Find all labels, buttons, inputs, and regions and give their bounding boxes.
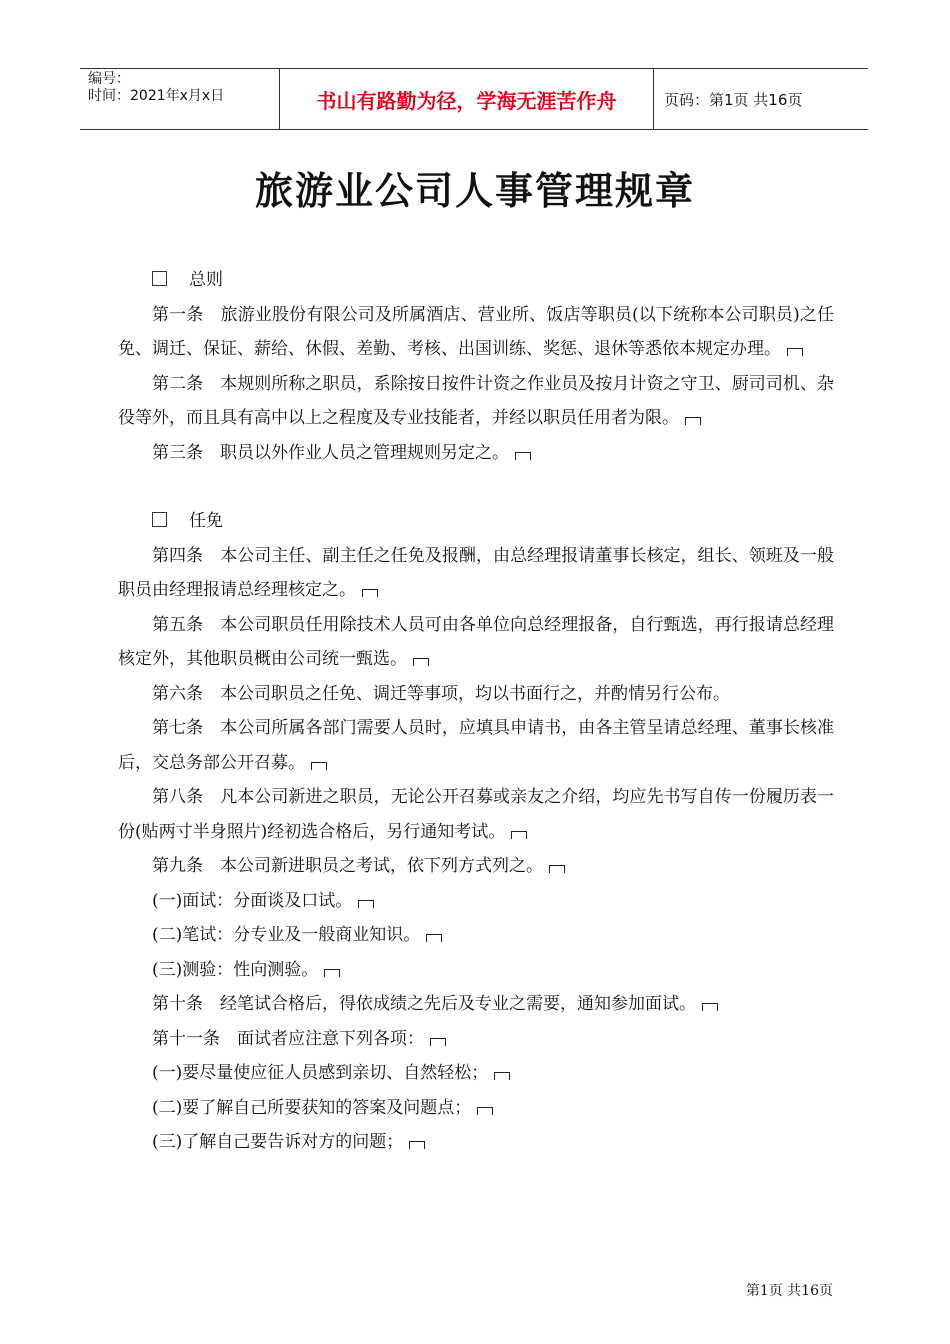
list-item: (一)要尽量使应征人员感到亲切、自然轻松；	[118, 1056, 834, 1091]
article-paragraph: 第九条 本公司新进职员之考试，依下列方式列之。	[118, 849, 834, 884]
paragraph-mark-icon	[311, 762, 327, 770]
header-meta	[80, 69, 280, 129]
header-date: 时间：2021年x月x日	[88, 88, 225, 104]
article-paragraph: 第一条 旅游业股份有限公司及所属酒店、营业所、饭店等职员(以下统称本公司职员)之任免、调迁、保证、薪给、休假、差勤、考核、出国训练、奖惩、退休等悉依本规定办理。	[118, 304, 834, 359]
paragraph-mark-icon	[511, 831, 527, 839]
article-paragraph: 第八条 凡本公司新进之职员，无论公开召募或亲友之介绍，均应先书写自传一份履历表一份(贴两寸半身照片)经初选合格后，另行通知考试。	[118, 787, 834, 842]
article-paragraph: 第六条 本公司职员之任免、调迁等事项，均以书面行之，并酌情另行公布。	[152, 683, 730, 704]
paragraph-mark-icon	[494, 1072, 510, 1080]
paragraph-mark-icon	[413, 658, 429, 666]
document-title: 旅游业公司人事管理规章	[254, 169, 695, 213]
article-paragraph: 第十一条 面试者应注意下列各项：	[118, 1022, 834, 1057]
list-item: (三)了解自己要告诉对方的问题；	[118, 1125, 834, 1160]
list-item: (一)面试：分面谈及口试。	[118, 884, 834, 919]
checkbox-icon	[152, 271, 167, 286]
paragraph-mark-icon	[358, 900, 374, 908]
paragraph-mark-icon	[426, 934, 442, 942]
paragraph-mark-icon	[787, 348, 803, 356]
section-heading: 任免	[118, 504, 834, 539]
article-paragraph: 第四条 本公司主任、副主任之任免及报酬，由总经理报请董事长核定，组长、领班及一般职员由经理报请总经理核定之。	[118, 545, 834, 600]
document-body	[118, 263, 834, 1160]
list-item: (三)测验：性向测验。	[118, 953, 834, 988]
paragraph-mark-icon	[324, 969, 340, 977]
paragraph-mark-icon	[409, 1141, 425, 1149]
paragraph-mark-icon	[549, 865, 565, 873]
page-footer: 第1页 共16页	[745, 1283, 833, 1299]
header-number-label: 编号：	[88, 71, 130, 87]
header-page-info: 页码：第1页 共16页	[664, 90, 803, 109]
header-motto: 书山有路勤为径，学海无涯苦作舟	[280, 69, 654, 129]
page-header	[80, 68, 868, 130]
section-spacer	[118, 470, 834, 504]
list-item: (二)要了解自己所要获知的答案及问题点；	[118, 1091, 834, 1126]
article-paragraph: 第五条 本公司职员任用除技术人员可由各单位向总经理报备，自行甄选，再行报请总经理核定外，其他职员概由公司统一甄选。	[118, 614, 834, 669]
paragraph-mark-icon	[515, 452, 531, 460]
list-item: (二)笔试：分专业及一般商业知识。	[118, 918, 834, 953]
paragraph-mark-icon	[702, 1003, 718, 1011]
section-heading: 总则	[118, 263, 834, 298]
article-paragraph: 第七条 本公司所属各部门需要人员时，应填具申请书，由各主管呈请总经理、董事长核准后，交总务部公开召募。	[118, 718, 834, 773]
paragraph-mark-icon	[362, 589, 378, 597]
checkbox-icon	[152, 512, 167, 527]
paragraph-mark-icon	[685, 417, 701, 425]
article-paragraph: 第十条 经笔试合格后，得依成绩之先后及专业之需要，通知参加面试。	[118, 987, 834, 1022]
article-paragraph: 第三条 职员以外作业人员之管理规则另定之。	[118, 436, 834, 471]
paragraph-mark-icon	[477, 1107, 493, 1115]
paragraph-mark-icon	[430, 1038, 446, 1046]
article-paragraph: 第二条 本规则所称之职员，系除按日按件计资之作业员及按月计资之守卫、厨司司机、杂役等外，而且具有高中以上之程度及专业技能者，并经以职员任用者为限。	[118, 373, 834, 428]
